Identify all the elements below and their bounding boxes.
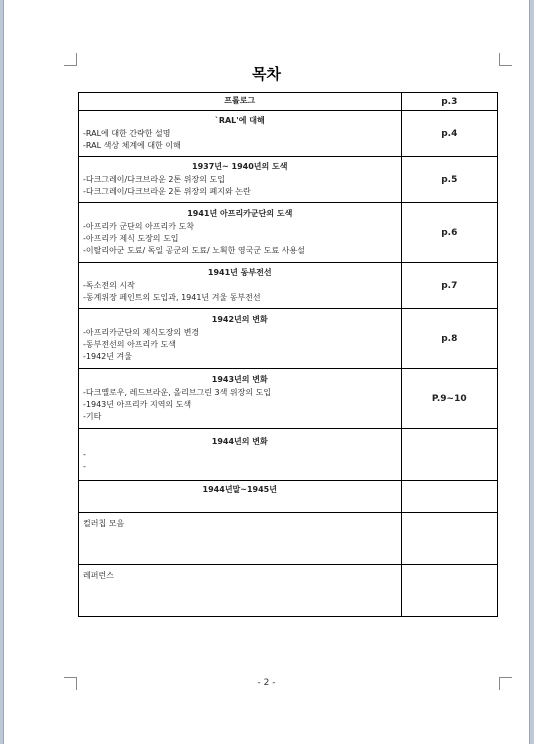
toc-page-cell: p.6 bbox=[401, 203, 497, 263]
toc-heading: 프롤로그 bbox=[224, 96, 256, 105]
toc-page-cell bbox=[401, 513, 497, 565]
toc-subitem: -다크그레이/다크브라운 2톤 위장의 폐지와 논란 bbox=[83, 187, 251, 196]
toc-plain-item: 컬러칩 모음 bbox=[83, 519, 125, 528]
toc-row-1941-africa bbox=[79, 203, 498, 263]
toc-content-cell bbox=[79, 513, 402, 565]
toc-page-cell: P.9~10 bbox=[401, 369, 497, 429]
toc-page-cell: p.3 bbox=[401, 93, 497, 111]
toc-subitem: - bbox=[83, 450, 86, 459]
toc-heading: 1941년 동부전선 bbox=[207, 268, 272, 277]
toc-row-1942 bbox=[79, 309, 498, 369]
toc-heading: 1944년의 변화 bbox=[211, 437, 268, 446]
toc-heading: 1941년 아프리카군단의 도색 bbox=[187, 209, 293, 218]
toc-subitem: -RAL 색상 체계에 대한 이해 bbox=[83, 141, 181, 150]
toc-heading: `RAL'에 대해 bbox=[214, 116, 265, 125]
toc-row-prologue bbox=[79, 93, 498, 111]
toc-content-cell bbox=[79, 309, 402, 369]
toc-content-cell bbox=[79, 111, 402, 157]
toc-subitem: -동계위장 페인트의 도입과, 1941년 겨울 동부전선 bbox=[83, 293, 261, 302]
toc-subitem: -아프리카 제식 도장의 도입 bbox=[83, 234, 179, 243]
toc-content-cell bbox=[79, 481, 402, 513]
toc-content-cell bbox=[79, 429, 402, 481]
toc-row-1937 bbox=[79, 157, 498, 203]
toc-subitem: -1942년 겨울 bbox=[83, 352, 132, 361]
toc-page-cell: p.8 bbox=[401, 309, 497, 369]
toc-subitem: -아프리카 군단의 아프리카 도착 bbox=[83, 222, 194, 231]
document-page bbox=[3, 0, 530, 744]
toc-row-1943 bbox=[79, 369, 498, 429]
toc-content-cell bbox=[79, 203, 402, 263]
toc-content-cell bbox=[79, 93, 402, 111]
toc-table bbox=[78, 92, 498, 617]
toc-row-1944-1945 bbox=[79, 481, 498, 513]
toc-subitem: -다크그레이/다크브라운 2톤 위장의 도입 bbox=[83, 175, 225, 184]
toc-page-cell: p.5 bbox=[401, 157, 497, 203]
page-title: 목차 bbox=[252, 65, 281, 83]
toc-subitem: -동부전선의 아프리카 도색 bbox=[83, 340, 176, 349]
toc-subitem: -다크옐로우, 레드브라운, 올리브그린 3색 위장의 도입 bbox=[83, 388, 272, 397]
toc-row-color-chips bbox=[79, 513, 498, 565]
toc-subitem: -기타 bbox=[83, 412, 102, 421]
toc-page-cell bbox=[401, 481, 497, 513]
toc-content-cell bbox=[79, 157, 402, 203]
toc-row-1944 bbox=[79, 429, 498, 481]
toc-heading: 1944년말~1945년 bbox=[202, 485, 277, 494]
toc-row-ral bbox=[79, 111, 498, 157]
toc-page-cell: p.4 bbox=[401, 111, 497, 157]
toc-subitem: -독소전의 시작 bbox=[83, 281, 135, 290]
toc-subitem: -아프리카군단의 제식도장의 변경 bbox=[83, 328, 200, 337]
toc-heading: 1943년의 변화 bbox=[211, 375, 268, 384]
toc-subitem: -이탈리아군 도료/ 독일 공군의 도료/ 노획한 영국군 도료 사용설 bbox=[83, 246, 305, 255]
toc-content-cell bbox=[79, 565, 402, 617]
toc-plain-item: 레퍼런스 bbox=[83, 571, 114, 580]
toc-subitem: - bbox=[83, 462, 86, 471]
toc-page-cell bbox=[401, 565, 497, 617]
toc-page-cell bbox=[401, 429, 497, 481]
toc-subitem: -RAL에 대한 간략한 설명 bbox=[83, 129, 171, 138]
toc-content-cell bbox=[79, 263, 402, 309]
toc-page-cell: p.7 bbox=[401, 263, 497, 309]
toc-heading: 1942년의 변화 bbox=[211, 315, 268, 324]
page-number: - 2 - bbox=[257, 678, 276, 688]
toc-content-cell bbox=[79, 369, 402, 429]
toc-row-1941-east bbox=[79, 263, 498, 309]
toc-subitem: -1943년 아프리카 지역의 도색 bbox=[83, 400, 192, 409]
toc-row-references bbox=[79, 565, 498, 617]
toc-heading: 1937년~ 1940년의 도색 bbox=[192, 162, 288, 171]
